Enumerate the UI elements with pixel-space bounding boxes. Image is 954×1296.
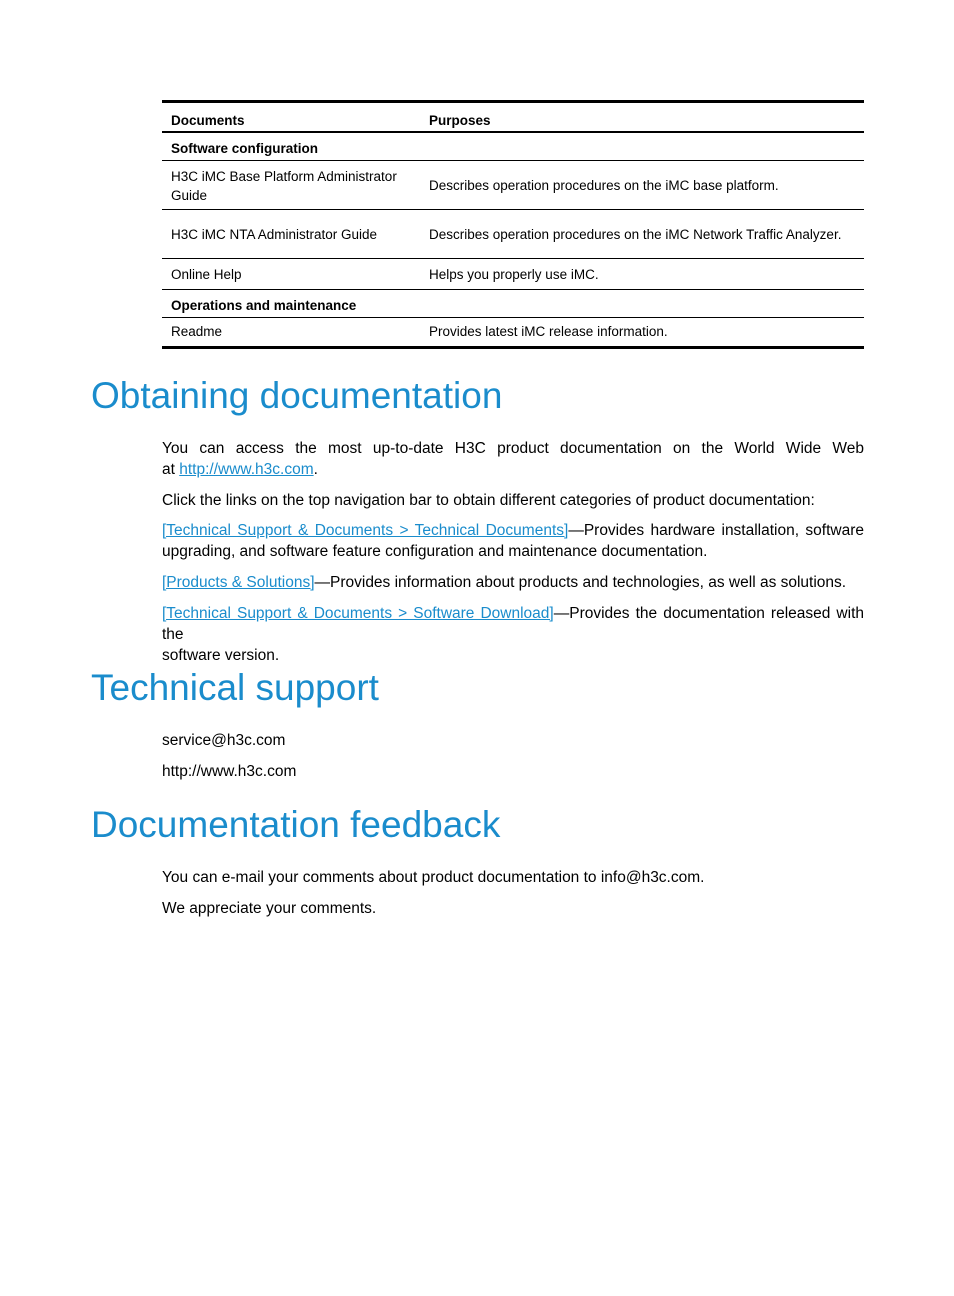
item3-description: —Provides the documentation released with the	[162, 605, 865, 643]
obtaining-paragraph-1	[162, 438, 864, 480]
feedback-paragraph-1: You can e-mail your comments about product documentation to info@h3c.com.	[162, 869, 705, 886]
table-header-row	[162, 102, 864, 133]
table-row	[162, 161, 864, 210]
obtaining-paragraph-2: Click the links on the top navigation bar to obtain different categories of product documentation:	[162, 492, 815, 509]
products-solutions-link[interactable]: [Products & Solutions]	[162, 574, 315, 591]
period-text: .	[313, 461, 318, 478]
support-email: service@h3c.com	[162, 732, 286, 749]
item-line	[162, 603, 864, 645]
document-cell: Online Help	[162, 259, 420, 290]
document-cell: Readme	[162, 318, 420, 348]
item1-description: —Provides hardware installation, software	[568, 522, 864, 539]
purpose-cell: Helps you properly use iMC.	[420, 259, 864, 290]
software-download-link[interactable]: [Technical Support & Documents > Software Download]	[162, 605, 554, 622]
obtaining-item-technical-documents	[162, 520, 864, 562]
h3c-website-link[interactable]: http://www.h3c.com	[179, 461, 314, 478]
document-cell: H3C iMC Base Platform Administrator Guide	[162, 161, 420, 210]
header-documents: Documents	[171, 113, 245, 128]
support-url: http://www.h3c.com	[162, 763, 297, 780]
item1-description-cont: upgrading, and software feature configuration and maintenance documentation.	[162, 543, 708, 560]
heading-obtaining-documentation: Obtaining documentation	[91, 375, 503, 416]
section-title: Operations and maintenance	[162, 290, 864, 318]
obtaining-item-products-solutions	[162, 572, 864, 593]
table-row	[162, 259, 864, 290]
purpose-cell: Describes operation procedures on the iMC Network Traffic Analyzer.	[420, 210, 864, 259]
item-line	[162, 520, 864, 541]
document-cell: H3C iMC NTA Administrator Guide	[162, 210, 420, 259]
obtaining-line: You can access the most up-to-date H3C product documentation on the World Wide Web	[162, 440, 864, 457]
table-row	[162, 210, 864, 259]
header-purposes: Purposes	[429, 113, 491, 128]
item3-description-cont: software version.	[162, 647, 280, 664]
table-row	[162, 318, 864, 348]
heading-documentation-feedback: Documentation feedback	[91, 804, 501, 845]
purpose-cell: Provides latest iMC release information.	[420, 318, 864, 348]
section-title: Software configuration	[162, 132, 864, 161]
section-row	[162, 132, 864, 161]
documents-table	[162, 100, 864, 349]
obtaining-item-software-download	[162, 603, 864, 666]
feedback-paragraph-2: We appreciate your comments.	[162, 900, 377, 917]
technical-documents-link[interactable]: [Technical Support & Documents > Technical Documents]	[162, 522, 569, 539]
section-row	[162, 290, 864, 318]
item2-description: —Provides information about products and technologies, as well as solutions.	[314, 574, 847, 591]
obtaining-at-text: at	[162, 461, 180, 478]
heading-technical-support: Technical support	[91, 667, 379, 708]
purpose-cell: Describes operation procedures on the iMC base platform.	[420, 161, 864, 210]
